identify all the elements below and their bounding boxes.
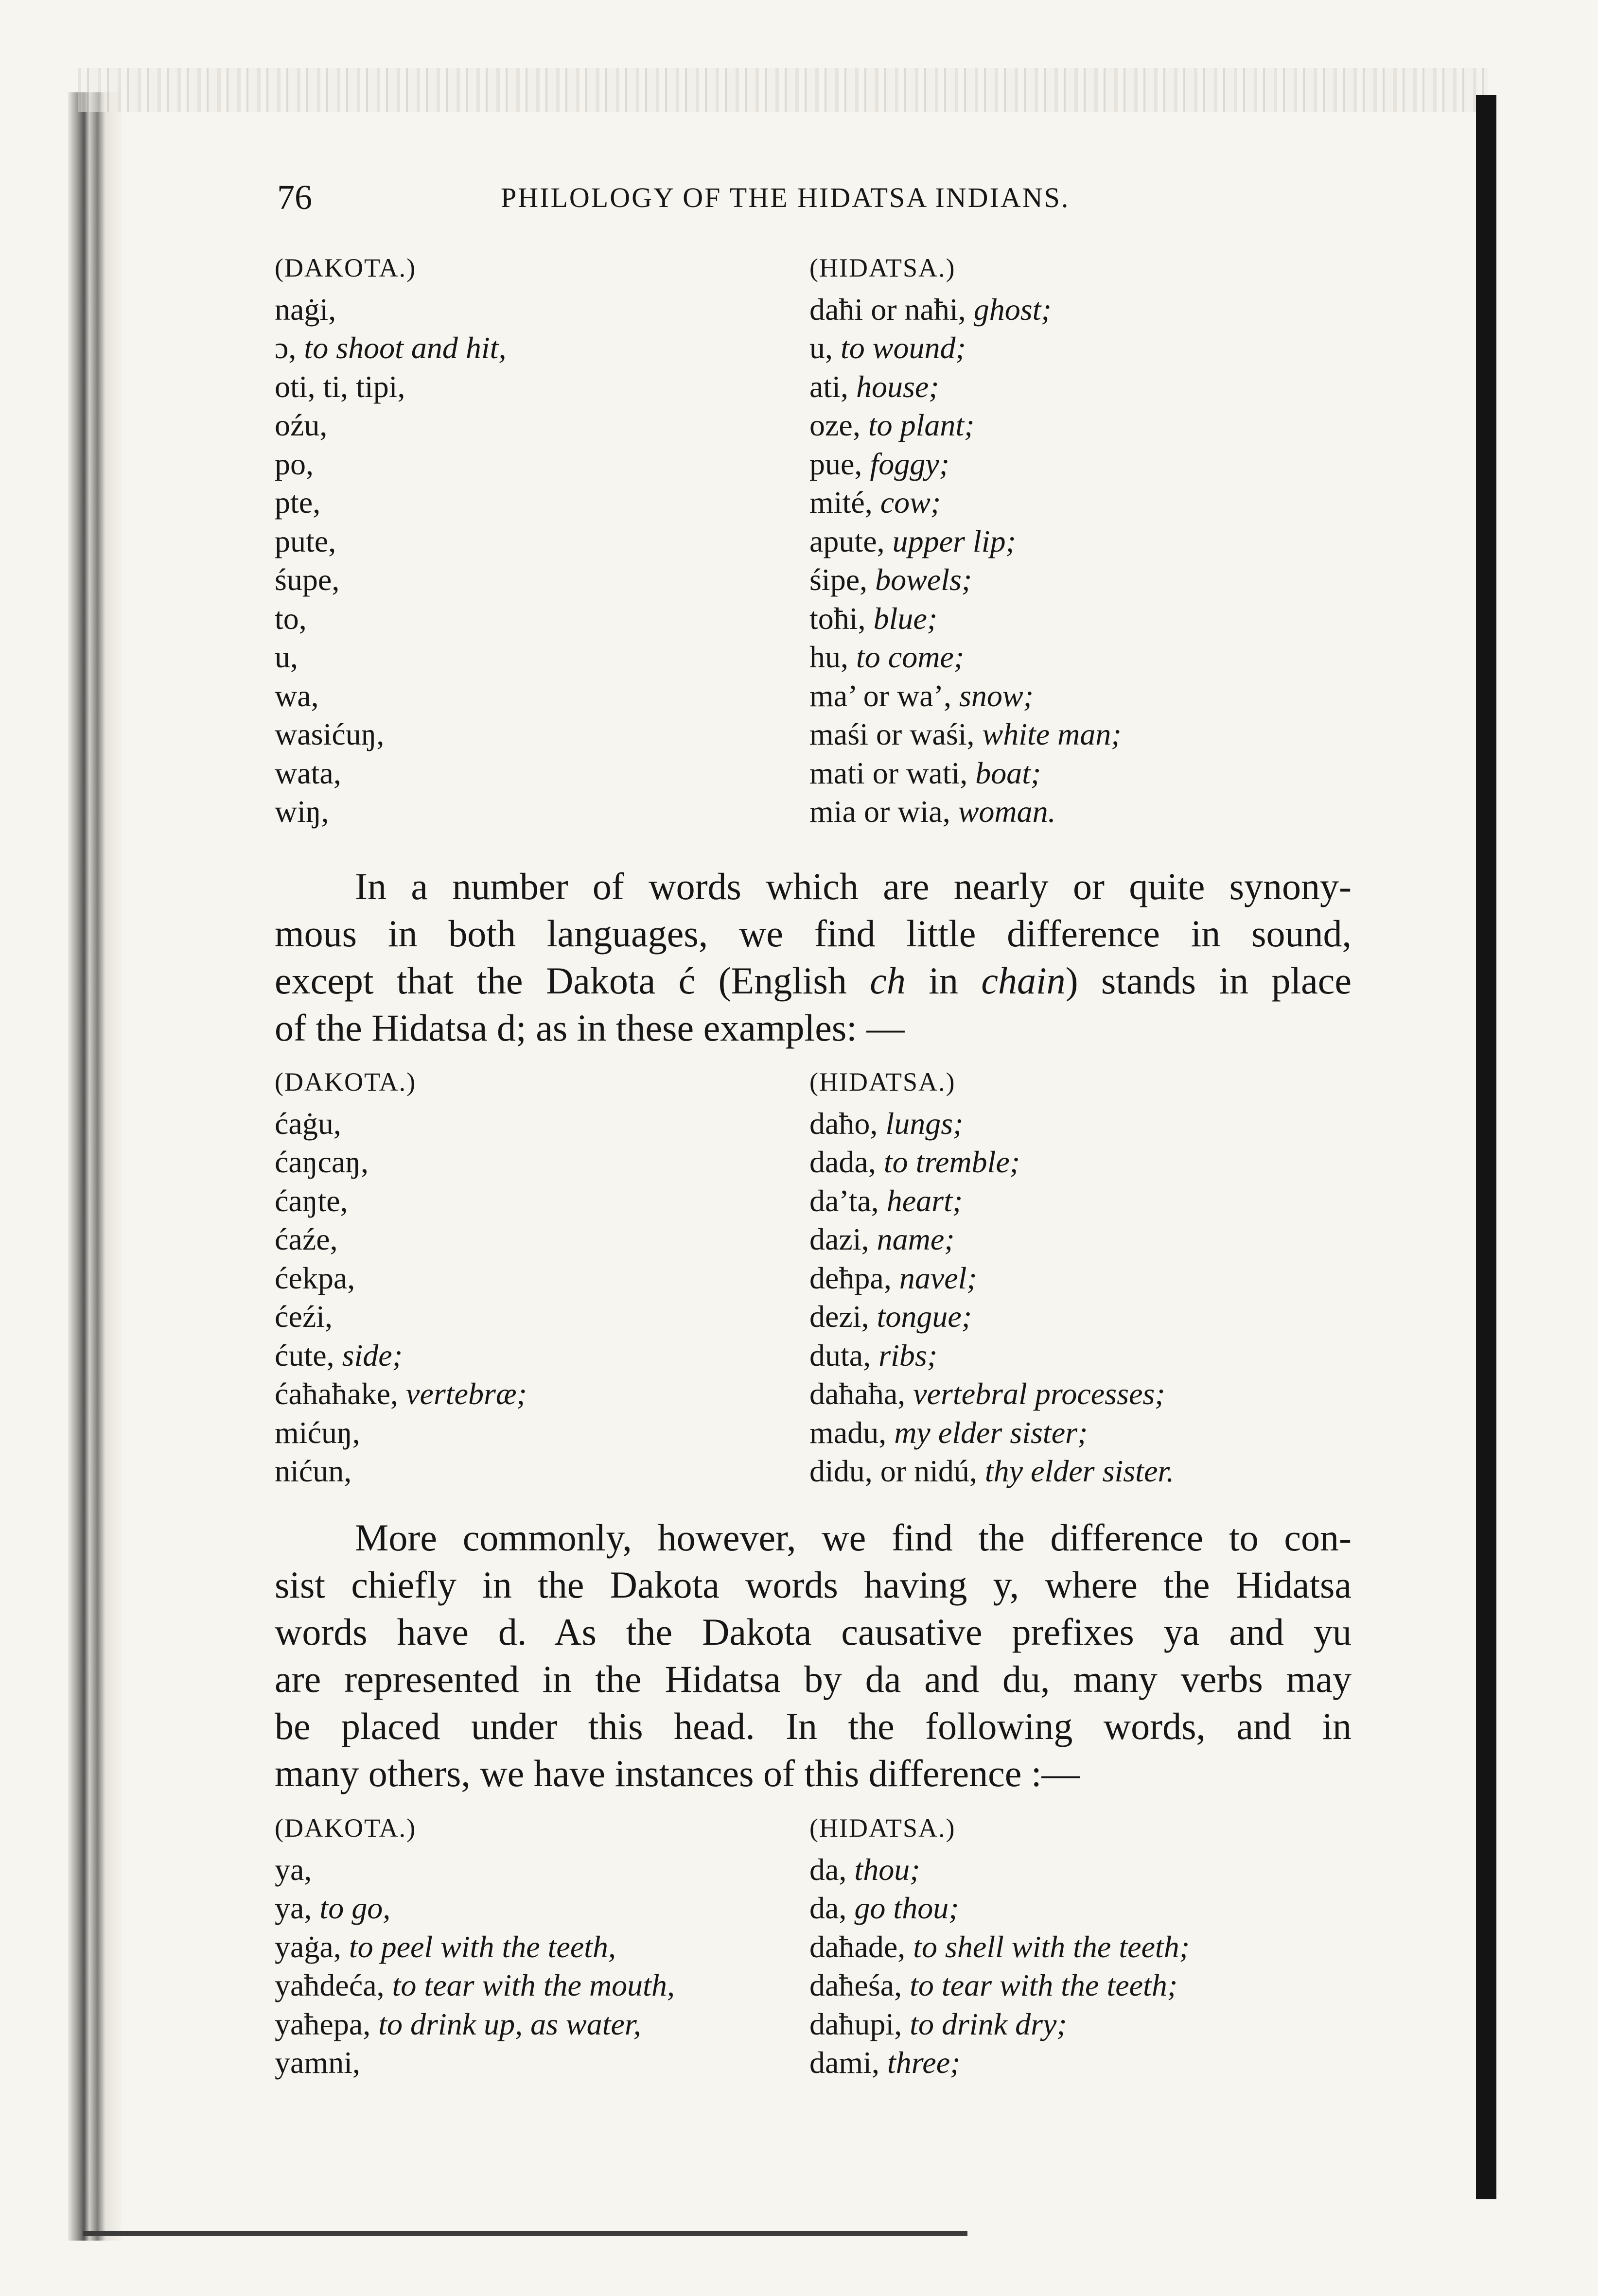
hidatsa-word: u, [809, 330, 833, 365]
hidatsa-word: dada, [809, 1145, 876, 1179]
list-item [275, 755, 1393, 794]
list-item [275, 1106, 1393, 1145]
hidatsa-word: daħaħa, [809, 1376, 906, 1411]
scan-binding-shadow [68, 92, 122, 2241]
dakota-gloss: to go, [319, 1891, 391, 1925]
list-item [275, 639, 1393, 678]
list-item [275, 2045, 1393, 2084]
dakota-word: wiŋ, [275, 794, 329, 829]
gloss: to wound; [841, 330, 966, 365]
list-item [275, 1852, 1393, 1891]
gloss: foggy; [870, 446, 949, 481]
hidatsa-word: mité, [809, 485, 873, 520]
paragraph-line: except that the Dakota ć (English ch in chain) stands in place [275, 959, 1352, 1002]
hidatsa-word: hu, [809, 640, 848, 674]
hidatsa-word: toħi, [809, 601, 866, 636]
gloss: heart; [886, 1183, 963, 1218]
paragraph-line: More commonly, however, we find the difference to con- [355, 1516, 1352, 1559]
list-item [275, 794, 1393, 833]
word-list-2 [275, 1067, 1393, 1492]
scan-bottom-rule [83, 2231, 967, 2236]
gloss: bowels; [875, 562, 972, 597]
paragraph-line: mous in both languages, we find little difference in sound, [275, 912, 1352, 955]
page-number: 76 [277, 178, 312, 217]
hidatsa-word: śipe, [809, 562, 868, 597]
hidatsa-word: dami, [809, 2045, 879, 2080]
gloss: name; [877, 1222, 955, 1256]
list-item [275, 1338, 1393, 1376]
paragraph-line: many others, we have instances of this difference :— [275, 1752, 1080, 1794]
hidatsa-word: pue, [809, 446, 862, 481]
hidatsa-word: daħi or naħi, [809, 292, 966, 327]
hidatsa-word: madu, [809, 1415, 887, 1450]
dakota-word: wa, [275, 678, 319, 713]
word-list-1 [275, 253, 1393, 833]
hidatsa-word: ati, [809, 369, 848, 404]
dakota-word: ćaŋte, [275, 1183, 348, 1218]
dakota-word: ćute, [275, 1338, 334, 1373]
gloss: to tear with the teeth; [910, 1968, 1178, 2002]
dakota-word: yaħepa, [275, 2006, 371, 2041]
dakota-word: nićun, [275, 1454, 352, 1488]
list-header [275, 253, 1393, 292]
hidatsa-word: duta, [809, 1338, 871, 1373]
page-header [277, 177, 1347, 231]
list-item [275, 485, 1393, 523]
paragraph-line: be placed under this head. In the following words, and in [275, 1705, 1352, 1747]
hidatsa-word: daħeśa, [809, 1968, 902, 2002]
gloss: to plant; [868, 408, 975, 442]
dakota-word: yamni, [275, 2045, 360, 2080]
paragraph-1 [275, 863, 1352, 1051]
gloss: blue; [873, 601, 938, 636]
dakota-word: pute, [275, 523, 336, 558]
running-title: PHILOLOGY OF THE HIDATSA INDIANS. [501, 182, 1070, 213]
hidatsa-word: oze, [809, 408, 860, 442]
list-item [275, 1453, 1393, 1492]
gloss: house; [856, 369, 939, 404]
gloss: tongue; [877, 1299, 972, 1334]
scan-top-noise [78, 68, 1488, 112]
hidatsa-word: da, [809, 1891, 847, 1925]
list-item [275, 1376, 1393, 1415]
gloss: upper lip; [892, 523, 1016, 558]
dakota-word: ya, [275, 1852, 312, 1887]
dakota-gloss: to peel with the teeth, [349, 1929, 616, 1964]
list-item [275, 2006, 1393, 2045]
dakota-word: to, [275, 601, 307, 636]
word-list-3 [275, 1813, 1393, 2084]
hidatsa-word: ma’ or wa’, [809, 678, 951, 713]
gloss: go thou; [854, 1891, 959, 1925]
list-item [275, 1967, 1393, 2006]
dakota-word: śupe, [275, 562, 340, 597]
hidatsa-word: daħade, [809, 1929, 906, 1964]
list-item [275, 1299, 1393, 1338]
list-item [275, 678, 1393, 717]
dakota-word: u, [275, 640, 298, 674]
gloss: navel; [899, 1260, 977, 1295]
list-item [275, 292, 1393, 330]
dakota-word: oźu, [275, 408, 328, 442]
scan-right-edge [1476, 95, 1496, 2199]
dakota-word: po, [275, 446, 314, 481]
list-item [275, 523, 1393, 562]
dakota-gloss: to shoot and hit, [304, 330, 507, 365]
hidatsa-word: daħupi, [809, 2006, 902, 2041]
list-item [275, 601, 1393, 640]
dakota-word: oti, ti, tipi, [275, 369, 405, 404]
dakota-word: ɔ, [275, 330, 297, 365]
list-item [275, 446, 1393, 485]
hidatsa-word: dazi, [809, 1222, 869, 1256]
gloss: ribs; [878, 1338, 938, 1373]
hidatsa-column-heading: (HIDATSA.) [809, 1067, 956, 1096]
gloss: white man; [982, 717, 1122, 751]
gloss: cow; [880, 485, 941, 520]
dakota-word: ćaźe, [275, 1222, 338, 1256]
hidatsa-word: apute, [809, 523, 885, 558]
hidatsa-word: mia or wia, [809, 794, 950, 829]
paragraph-line: In a number of words which are nearly or quite synony- [355, 865, 1352, 907]
gloss: to come; [856, 640, 965, 674]
gloss: thou; [854, 1852, 920, 1887]
gloss: to shell with the teeth; [913, 1929, 1190, 1964]
gloss: lungs; [885, 1106, 964, 1141]
gloss: three; [887, 2045, 961, 2080]
dakota-word: yaħdeća, [275, 1968, 385, 2002]
dakota-column-heading: (DAKOTA.) [275, 253, 417, 282]
hidatsa-word: dezi, [809, 1299, 869, 1334]
list-item [275, 407, 1393, 446]
dakota-word: pte, [275, 485, 321, 520]
dakota-word: ya, [275, 1891, 312, 1925]
hidatsa-column-heading: (HIDATSA.) [809, 253, 956, 282]
dakota-word: ćeźi, [275, 1299, 333, 1334]
list-item [275, 1183, 1393, 1222]
list-header [275, 1813, 1393, 1852]
gloss: thy elder sister. [984, 1454, 1175, 1488]
hidatsa-word: didu, or nidú, [809, 1454, 977, 1488]
dakota-word: mićuŋ, [275, 1415, 360, 1450]
hidatsa-word: daħo, [809, 1106, 878, 1141]
list-item [275, 369, 1393, 408]
dakota-word: wata, [275, 755, 341, 790]
list-item [275, 1144, 1393, 1183]
list-item [275, 716, 1393, 755]
list-header [275, 1067, 1393, 1106]
dakota-gloss: vertebræ; [406, 1376, 527, 1411]
paragraph-line: are represented in the Hidatsa by da and du, many verbs may [275, 1658, 1352, 1700]
hidatsa-word: deħpa, [809, 1260, 892, 1295]
list-item [275, 1929, 1393, 1968]
dakota-gloss: side; [342, 1338, 403, 1373]
paragraph-line: words have d. As the Dakota causative prefixes ya and yu [275, 1611, 1352, 1653]
list-item [275, 1890, 1393, 1929]
list-item [275, 330, 1393, 369]
gloss: vertebral processes; [913, 1376, 1165, 1411]
gloss: my elder sister; [894, 1415, 1088, 1450]
gloss: snow; [959, 678, 1034, 713]
dakota-word: ćekpa, [275, 1260, 355, 1295]
dakota-column-heading: (DAKOTA.) [275, 1067, 417, 1096]
dakota-gloss: to tear with the mouth, [392, 1968, 675, 2002]
gloss: ghost; [973, 292, 1052, 327]
hidatsa-word: da, [809, 1852, 847, 1887]
list-item [275, 562, 1393, 601]
dakota-word: ćaġu, [275, 1106, 341, 1141]
gloss: woman. [958, 794, 1056, 829]
paragraph-line: sist chiefly in the Dakota words having y, where the Hidatsa [275, 1564, 1352, 1606]
list-item [275, 1221, 1393, 1260]
hidatsa-word: da’ta, [809, 1183, 879, 1218]
paragraph-line: of the Hidatsa d; as in these examples: — [275, 1007, 905, 1049]
list-item [275, 1415, 1393, 1454]
dakota-word: yaġa, [275, 1929, 341, 1964]
dakota-word: ćaħaħake, [275, 1376, 399, 1411]
dakota-word: ćaŋcaŋ, [275, 1145, 369, 1179]
gloss: boat; [975, 755, 1041, 790]
hidatsa-word: maśi or waśi, [809, 717, 975, 751]
hidatsa-column-heading: (HIDATSA.) [809, 1813, 956, 1843]
dakota-word: wasićuŋ, [275, 717, 385, 751]
gloss: to tremble; [883, 1145, 1020, 1179]
dakota-column-heading: (DAKOTA.) [275, 1813, 417, 1843]
hidatsa-word: mati or wati, [809, 755, 968, 790]
list-item [275, 1260, 1393, 1299]
gloss: to drink dry; [910, 2006, 1067, 2041]
paragraph-2 [275, 1514, 1352, 1797]
dakota-gloss: to drink up, as water, [378, 2006, 641, 2041]
dakota-word: naġi, [275, 292, 336, 327]
